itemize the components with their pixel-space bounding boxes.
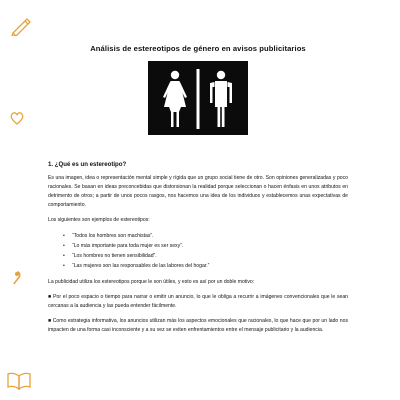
section-heading: 1. ¿Qué es un estereotipo? [48,161,127,168]
restroom-figures [148,61,248,135]
list-item: • “Los hombres no tienen sensibilidad”. [72,251,348,261]
open-book-icon [7,372,31,390]
advertising-intro: La publicidad utiliza los estereotipos porque le son útiles, y esto es así por un doble motivo: [48,279,255,285]
sidebar-decorations [0,0,38,400]
examples-intro: Los siguientes son ejemplos de estereotipos: [48,217,150,223]
restroom-sign-icon [148,61,248,135]
comma-icon [12,270,22,286]
document-page [48,44,348,341]
definition-paragraph: Es una imagen, idea o representación mental simple y rígida que un grupo social tiene de otro. Son opiniones generalizadas y poco racionales. Se basan en ideas preconcebidas que distorsionan la realidad porque seleccionan o hacen énfasis en unos atributos en detrimento de otros; a partir de unos pocos rasgos, nos hacemos una idea de los individuos y establecemos unas expectativas de comportamiento. [48,175,348,208]
heart-icon [9,110,25,126]
reason-paragraph-2: ■ Como estrategia informativa, los anuncios utilizan más los aspectos emocionales que racionales, lo que hace que por un lado nos impacten de una forma casi inconsciente y a su vez se eviten enfrentamientos entre el mensaje publicitario y la audiencia. [48,318,348,333]
document-title: Análisis de estereotipos de género en avisos publicitarios [90,44,306,53]
reason-paragraph-1: ■ Por el poco espacio o tiempo para narrar o emitir un anuncio, lo que le obliga a recurrir a imágenes convencionales que le sean cercanas a la audiencia y las pueda entender fácilmente. [48,294,348,309]
pencil-icon [10,16,32,36]
list-item: • “Las mujeres son las responsables de las labores del hogar.” [72,261,348,271]
examples-list [48,231,348,271]
list-item: • “Todos los hombres son machistas”. [72,231,348,241]
list-item: • “Lo más importante para toda mujer es ser sexy”. [72,241,348,251]
